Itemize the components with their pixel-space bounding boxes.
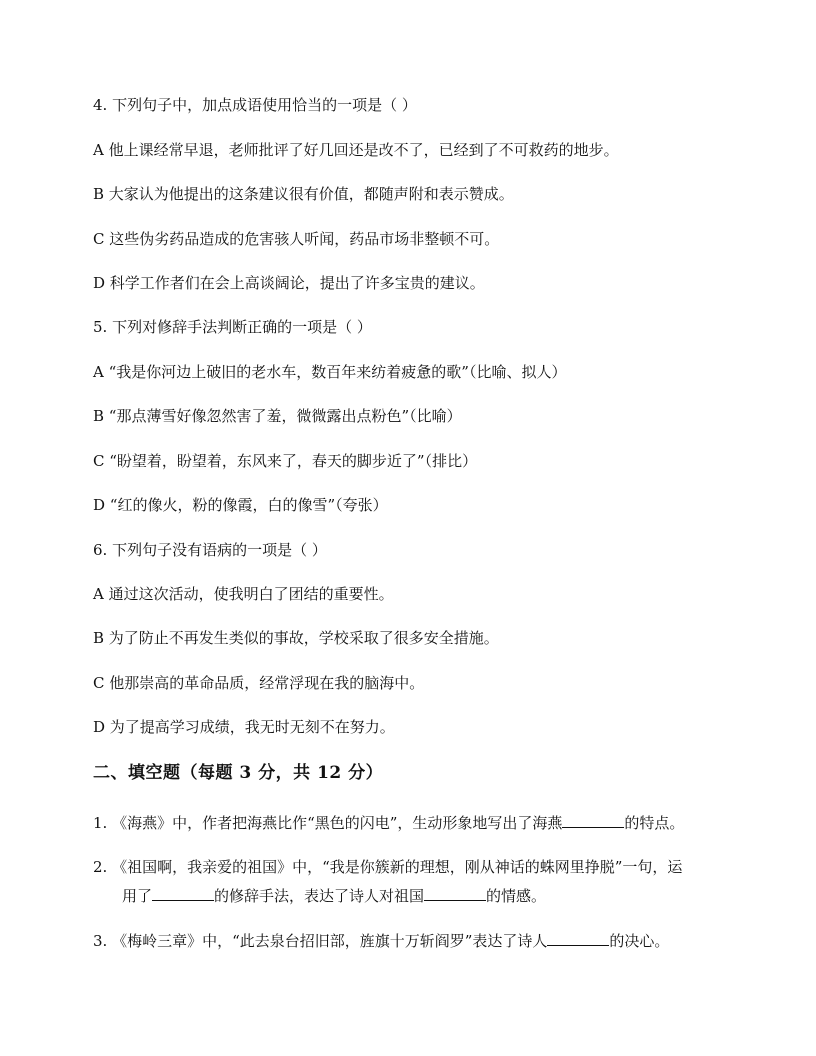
question-4-stem: 4. 下列句子中，加点成语使用恰当的一项是（ ） bbox=[93, 96, 417, 114]
answer-blank[interactable] bbox=[152, 886, 214, 901]
fill-blank-item-2-line-2 bbox=[122, 886, 546, 906]
question-6-option-d: D 为了提高学习成绩，我无时无刻不在努力。 bbox=[93, 718, 395, 736]
fill-blank-item-1 bbox=[93, 813, 684, 833]
fill-blank-item-2-text-middle: 的修辞手法，表达了诗人对祖国 bbox=[214, 887, 425, 905]
fill-blank-item-3-text-before: 3. 《梅岭三章》中，“此去泉台招旧部，旌旗十万斩阎罗”表达了诗人 bbox=[93, 932, 548, 950]
fill-blank-item-2-line-1: 2. 《祖国啊，我亲爱的祖国》中，“我是你簇新的理想，刚从神话的蛛网里挣脱”一句，运 bbox=[93, 858, 683, 876]
fill-blank-item-2-text-before: 用了 bbox=[122, 887, 153, 905]
question-5-stem: 5. 下列对修辞手法判断正确的一项是（ ） bbox=[93, 318, 372, 336]
fill-blank-item-2-text-after: 的情感。 bbox=[486, 887, 547, 905]
answer-blank[interactable] bbox=[562, 813, 624, 828]
fill-blank-item-1-text-after: 的特点。 bbox=[624, 814, 685, 832]
question-6-stem: 6. 下列句子没有语病的一项是（ ） bbox=[93, 541, 327, 559]
answer-blank[interactable] bbox=[424, 886, 486, 901]
question-5-option-b: B “那点薄雪好像忽然害了羞，微微露出点粉色”（比喻） bbox=[93, 407, 462, 425]
question-6-option-a: A 通过这次活动，使我明白了团结的重要性。 bbox=[93, 585, 394, 603]
question-4-option-a: A 他上课经常早退，老师批评了好几回还是改不了，已经到了不可救药的地步。 bbox=[93, 141, 619, 159]
fill-blank-item-1-text-before: 1. 《海燕》中，作者把海燕比作“黑色的闪电”，生动形象地写出了海燕 bbox=[93, 814, 563, 832]
question-6-option-c: C 他那崇高的革命品质，经常浮现在我的脑海中。 bbox=[93, 674, 425, 692]
question-5-option-c: C “盼望着，盼望着，东风来了，春天的脚步近了”（排比） bbox=[93, 452, 478, 470]
section-2-heading: 二、填空题（每题 3 分，共 12 分） bbox=[93, 763, 384, 783]
question-5-option-a: A “我是你河边上破旧的老水车，数百年来纺着疲惫的歌”（比喻、拟人） bbox=[93, 363, 567, 381]
question-4-option-c: C 这些伪劣药品造成的危害骇人听闻，药品市场非整顿不可。 bbox=[93, 230, 500, 248]
answer-blank[interactable] bbox=[547, 931, 609, 946]
fill-blank-item-3-text-after: 的决心。 bbox=[609, 932, 670, 950]
question-6-option-b: B 为了防止不再发生类似的事故，学校采取了很多安全措施。 bbox=[93, 629, 499, 647]
fill-blank-item-3 bbox=[93, 931, 669, 951]
question-4-option-b: B 大家认为他提出的这条建议很有价值，都随声附和表示赞成。 bbox=[93, 185, 514, 203]
question-5-option-d: D “红的像火，粉的像霞，白的像雪”（夸张） bbox=[93, 496, 388, 514]
question-4-option-d: D 科学工作者们在会上高谈阔论，提出了许多宝贵的建议。 bbox=[93, 274, 485, 292]
